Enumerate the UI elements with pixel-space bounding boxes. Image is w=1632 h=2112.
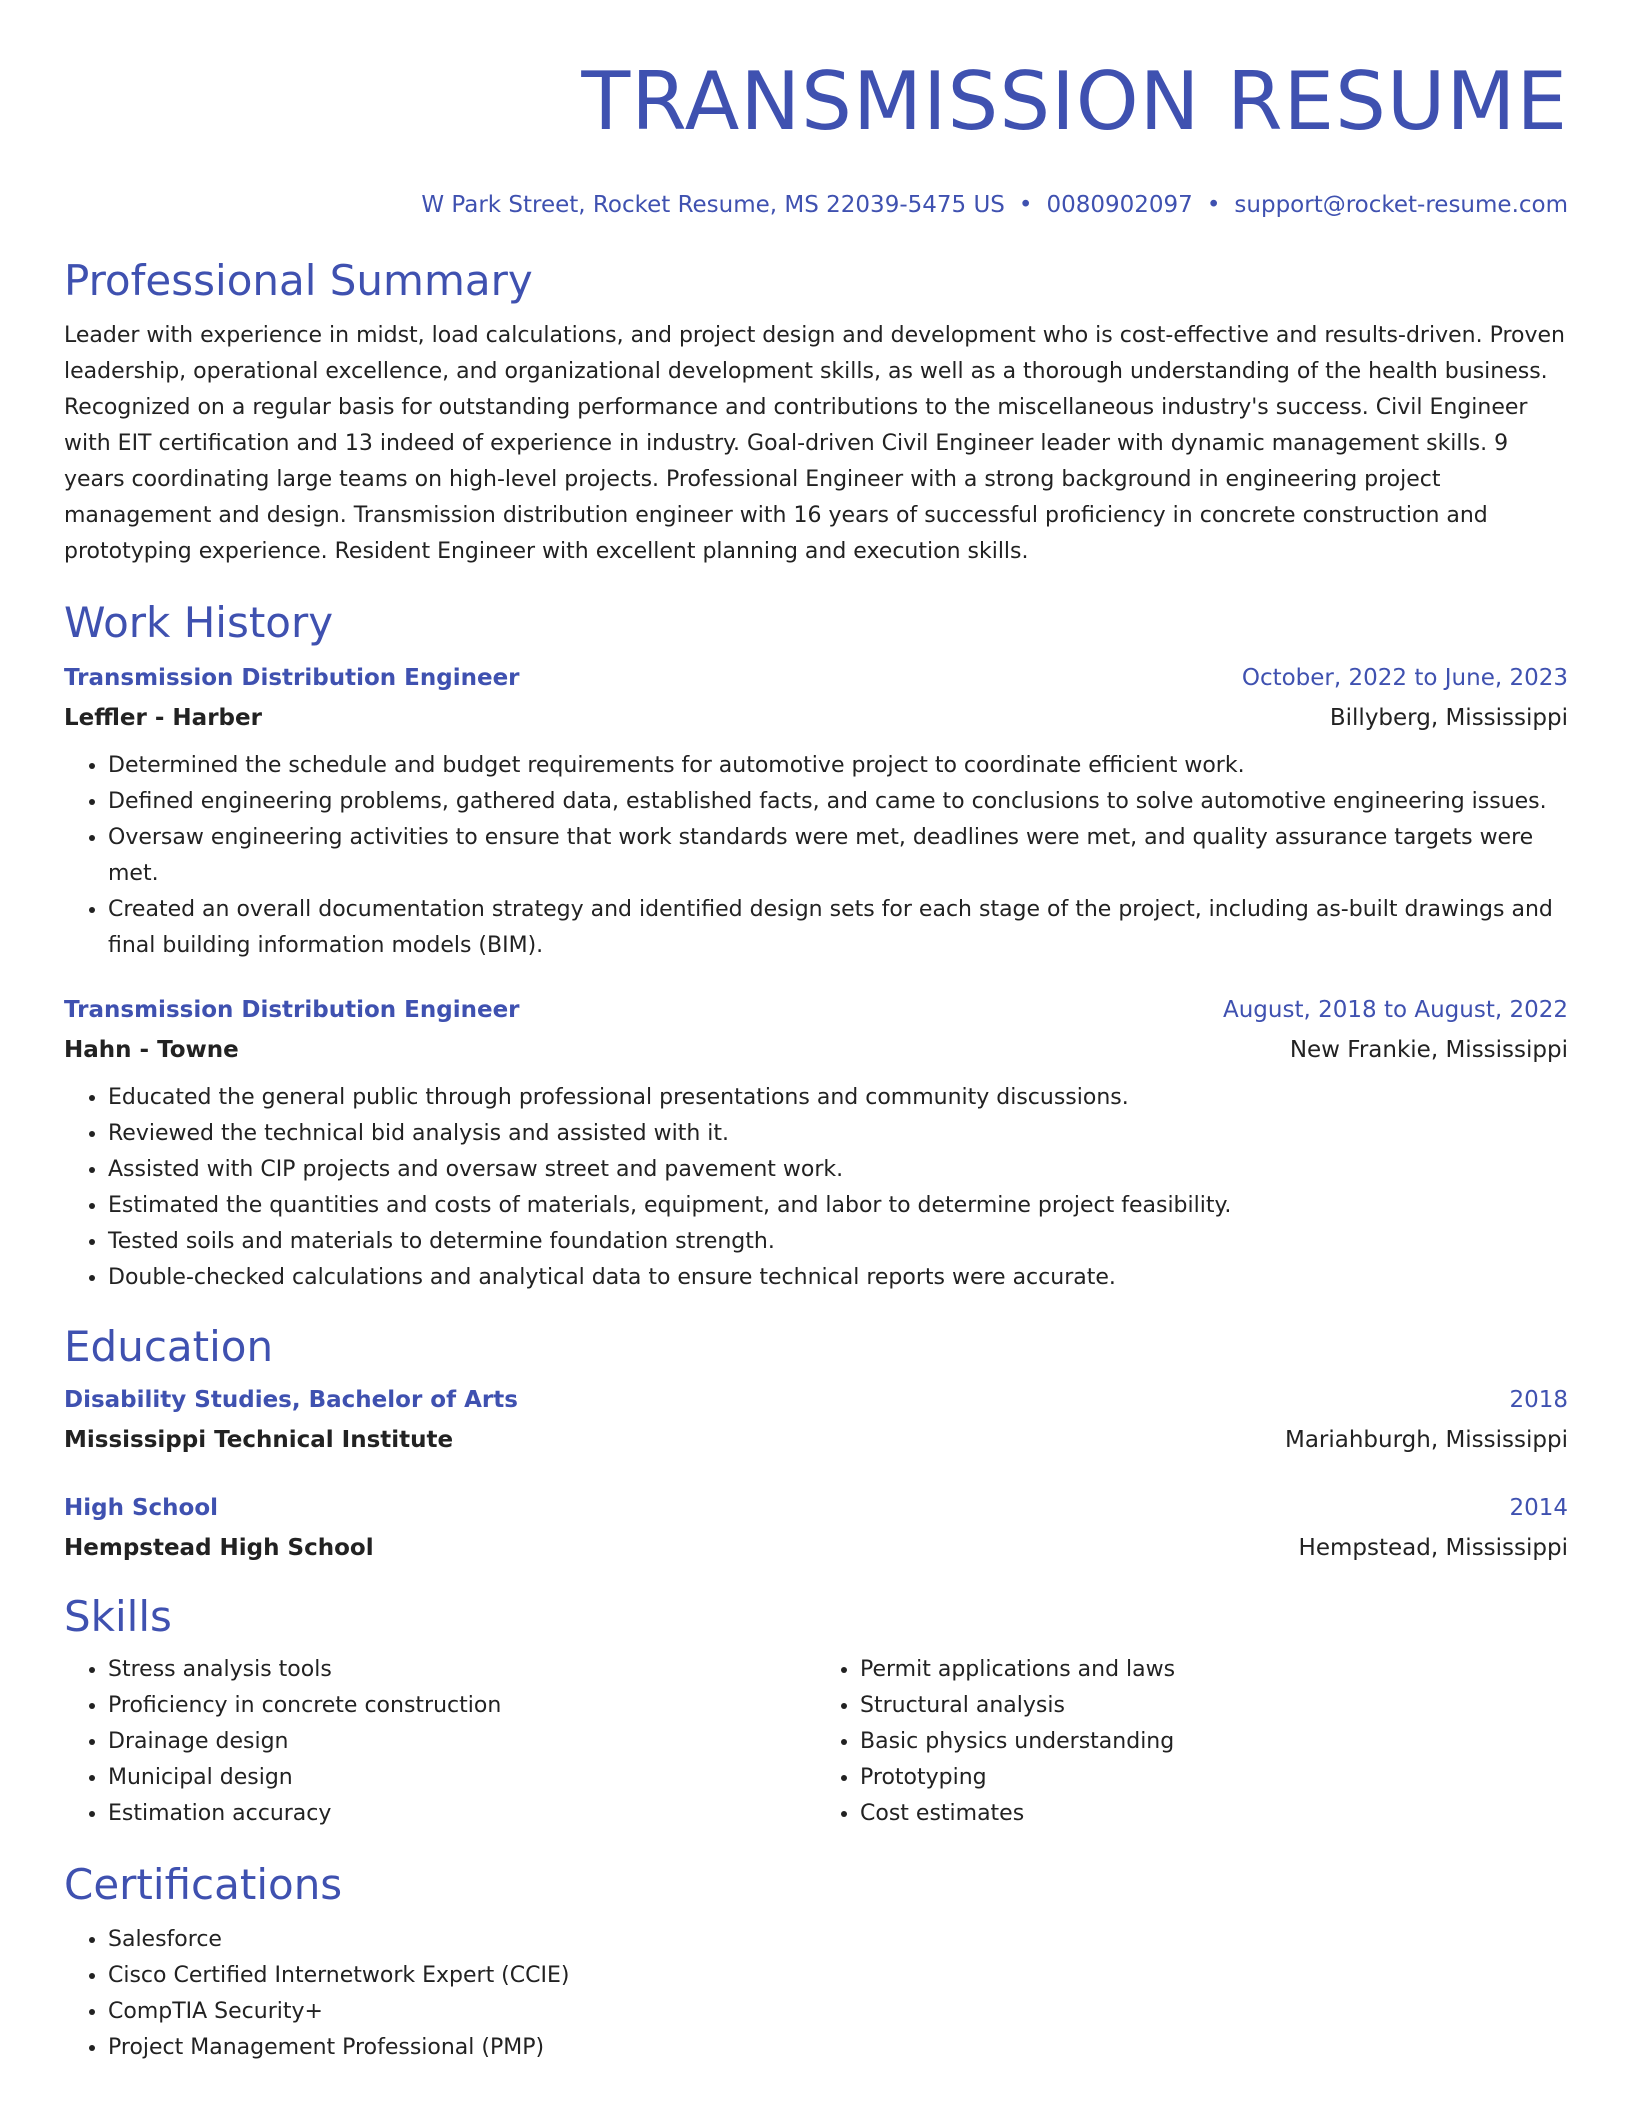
list-item: • Cost estimates [860,1796,1568,1832]
education-entry [64,1380,1568,1460]
education-year: 2014 [1509,1495,1568,1521]
job-header [64,990,1568,1030]
list-item: • Educated the general public through professional presentations and community discussions. [108,1080,1568,1116]
education-entry [64,1488,1568,1568]
contact-line [64,190,1568,220]
job-entry [64,990,1568,1296]
work-history-heading: Work History [64,598,334,647]
list-item: • Defined engineering problems, gathered data, established facts, and came to conclusions to solve automotive engineering issues. [108,784,1568,820]
list-item: • Basic physics understanding [860,1724,1568,1760]
job-location: New Frankie, Mississippi [1289,1037,1568,1063]
job-role: Transmission Distribution Engineer [64,665,520,691]
list-item: • Estimated the quantities and costs of materials, equipment, and labor to determine project feasibility. [108,1188,1568,1224]
list-item: • Tested soils and materials to determine foundation strength. [108,1224,1568,1260]
list-item: • Proficiency in concrete construction [108,1688,816,1724]
list-item: • Double-checked calculations and analytical data to ensure technical reports were accurate. [108,1260,1568,1296]
list-item: • Cisco Certified Internetwork Expert (CCIE) [108,1958,1568,1994]
list-item: • Drainage design [108,1724,816,1760]
job-company: Hahn - Towne [64,1037,239,1063]
job-dates: October, 2022 to June, 2023 [1241,665,1568,691]
list-item: • Permit applications and laws [860,1652,1568,1688]
certifications-list [64,1922,1568,2066]
summary-text: Leader with experience in midst, load calculations, and project design and development who is cost-effective and results-driven. Proven leadership, operational excellence, and organizational development skills, as well as a thorough understanding of the health business. Recognized on a regular basis for outstanding performance and contributions to the miscellaneous industry's success. Civil Engineer with EIT certification and 13 indeed of experience in industry. Goal-driven Civil Engineer leader with dynamic management skills. 9 years coordinating large teams on high-level projects. Professional Engineer with a strong background in engineering project management and design. Transmission distribution engineer with 16 years of successful proficiency in concrete construction and prototyping experience. Resident Engineer with excellent planning and execution skills. [64,323,1565,564]
list-item: • Prototyping [860,1760,1568,1796]
job-role: Transmission Distribution Engineer [64,997,520,1023]
education-subheader [64,1420,1568,1460]
list-item: • CompTIA Security+ [108,1994,1568,2030]
list-item: • Reviewed the technical bid analysis and assisted with it. [108,1116,1568,1152]
education-header [64,1380,1568,1420]
summary-heading: Professional Summary [64,256,533,305]
skills-heading: Skills [64,1592,172,1641]
education-subheader [64,1528,1568,1568]
resume-name: TRANSMISSION RESUME [581,55,1568,148]
education-header [64,1488,1568,1528]
certifications-heading: Certifications [64,1860,343,1909]
education-school: Hempstead High School [64,1535,374,1561]
contact-separator: • [1206,192,1221,218]
job-header [64,658,1568,698]
list-item: • Determined the schedule and budget requirements for automotive project to coordinate efficient work. [108,748,1568,784]
job-bullets [64,1080,1568,1296]
list-item: • Stress analysis tools [108,1652,816,1688]
education-school: Mississippi Technical Institute [64,1427,454,1453]
education-heading: Education [64,1322,274,1371]
education-year: 2018 [1509,1387,1568,1413]
job-subheader [64,698,1568,738]
list-item: • Municipal design [108,1760,816,1796]
list-item: • Created an overall documentation strategy and identified design sets for each stage of the project, including as-built drawings and final building information models (BIM). [108,892,1568,964]
contact-phone: 0080902097 [1046,192,1193,218]
job-dates: August, 2018 to August, 2022 [1223,997,1568,1023]
skills-grid [64,1652,1568,1832]
job-location: Billyberg, Mississippi [1329,705,1568,731]
list-item: • Structural analysis [860,1688,1568,1724]
list-item: • Salesforce [108,1922,1568,1958]
job-subheader [64,1030,1568,1070]
job-bullets [64,748,1568,964]
job-company: Leffler - Harber [64,705,262,731]
education-location: Hempstead, Mississippi [1298,1535,1568,1561]
list-item: • Assisted with CIP projects and oversaw street and pavement work. [108,1152,1568,1188]
education-degree: Disability Studies, Bachelor of Arts [64,1387,518,1413]
contact-address: W Park Street, Rocket Resume, MS 22039-5475 US [421,192,1005,218]
job-entry [64,658,1568,964]
list-item: • Project Management Professional (PMP) [108,2030,1568,2066]
contact-email: support@rocket-resume.com [1234,192,1568,218]
education-location: Mariahburgh, Mississippi [1284,1427,1568,1453]
contact-separator: • [1018,192,1033,218]
education-degree: High School [64,1495,219,1521]
list-item: • Oversaw engineering activities to ensure that work standards were met, deadlines were met, and quality assurance targets were met. [108,820,1568,892]
skills-right-column [816,1652,1568,1832]
skills-left-column [64,1652,816,1832]
list-item: • Estimation accuracy [108,1796,816,1832]
